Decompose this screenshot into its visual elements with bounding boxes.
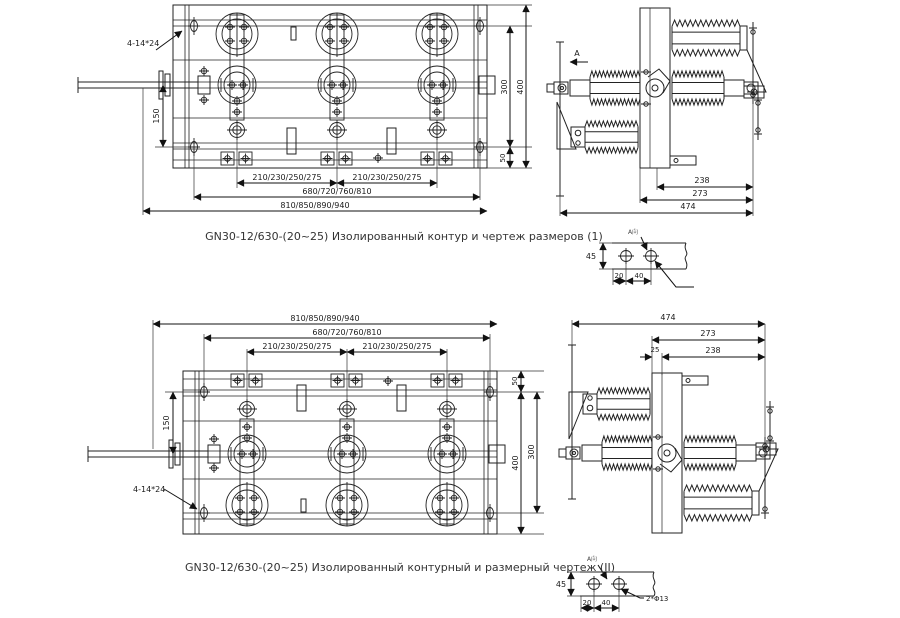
front-view-1 xyxy=(78,5,532,215)
caption-drawing-1: GN30-12/630-(20~25) Изолированный контур и чертеж размеров (1) xyxy=(205,230,603,243)
dim-pitch-right-2: 210/230/250/275 xyxy=(362,342,432,351)
dim-300-2: 300 xyxy=(527,444,536,460)
dim-pitch-right-1: 210/230/250/275 xyxy=(352,173,422,182)
dim-300-1: 300 xyxy=(500,79,509,95)
dim-mid-1: 680/720/760/810 xyxy=(302,187,372,196)
dim-mid-2: 680/720/760/810 xyxy=(312,328,382,337)
dim-overall-2: 810/850/890/940 xyxy=(290,314,360,323)
dim-400-1: 400 xyxy=(516,79,525,95)
dim-150-1: 150 xyxy=(152,108,161,124)
dim-474-1: 474 xyxy=(680,202,696,211)
dim-150-2: 150 xyxy=(162,415,171,431)
dim-238-2: 238 xyxy=(705,346,721,355)
dim-20-2: 20 xyxy=(582,599,592,607)
dim-45-2: 45 xyxy=(555,580,567,589)
side-view-1 xyxy=(547,8,766,216)
dim-50-1: 50 xyxy=(499,153,507,163)
dim-overall-1: 810/850/890/940 xyxy=(280,201,350,210)
side-view-2 xyxy=(559,313,778,533)
dim-238-1: 238 xyxy=(694,176,710,185)
dim-474-2: 474 xyxy=(660,313,676,322)
holes-callout-1: 4-14*24 xyxy=(127,39,160,48)
dim-20-1: 20 xyxy=(614,272,624,280)
hole-size-callout-2: 2*Φ13 xyxy=(646,595,669,603)
dim-400-2: 400 xyxy=(511,455,520,471)
caption-drawing-2: GN30-12/630-(20~25) Изолированный контурный и размерный чертеж (II) xyxy=(185,561,615,574)
dim-pitch-left-1: 210/230/250/275 xyxy=(252,173,322,182)
dim-273-1: 273 xyxy=(692,189,708,198)
dim-25-2: 25 xyxy=(650,346,660,354)
dim-40-2: 40 xyxy=(601,599,611,607)
view-a-direction-label-2: A向 xyxy=(586,556,598,563)
dim-40-1: 40 xyxy=(634,272,644,280)
dim-pitch-left-2: 210/230/250/275 xyxy=(262,342,332,351)
dim-45-1: 45 xyxy=(585,252,597,261)
dim-273-2: 273 xyxy=(700,329,716,338)
view-a-label: A xyxy=(574,49,580,58)
front-view-2 xyxy=(88,314,544,534)
view-a-direction-label-1: A向 xyxy=(627,229,639,236)
holes-callout-2: 4-14*24 xyxy=(133,485,166,494)
dim-50-2: 50 xyxy=(511,376,519,386)
